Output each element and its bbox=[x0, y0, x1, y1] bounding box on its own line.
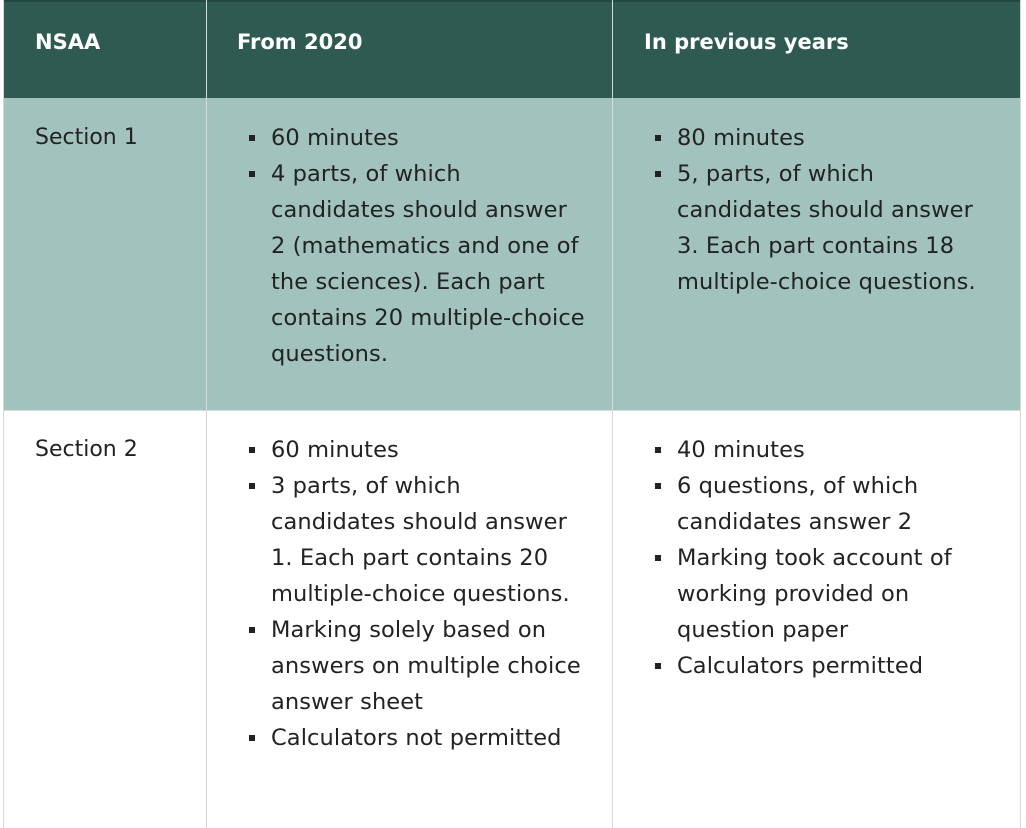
bullet-icon bbox=[249, 447, 255, 453]
list-item: Calculators not permitted bbox=[247, 720, 587, 756]
bullet-icon bbox=[249, 627, 255, 633]
row-label-section-2: Section 2 bbox=[35, 437, 138, 462]
header-cell-from-2020: From 2020 bbox=[237, 30, 363, 54]
list-item: Calculators permitted bbox=[653, 648, 993, 684]
list-section-1-from-2020 bbox=[247, 120, 587, 372]
header-cell-previous-years: In previous years bbox=[644, 30, 849, 54]
bullet-icon bbox=[249, 135, 255, 141]
comparison-table bbox=[3, 0, 1021, 828]
list-section-1-previous bbox=[653, 120, 993, 300]
bullet-icon bbox=[249, 171, 255, 177]
list-item: 80 minutes bbox=[653, 120, 993, 156]
table-row-section-2 bbox=[3, 410, 1021, 828]
list-item: Marking solely based on answers on multiple choice answer sheet bbox=[247, 612, 587, 720]
list-item: 3 parts, of which candidates should answer 1. Each part contains 20 multiple-choice questions. bbox=[247, 468, 587, 612]
bullet-icon bbox=[655, 555, 661, 561]
table-row-section-1 bbox=[3, 98, 1021, 410]
list-item: 60 minutes bbox=[247, 120, 587, 156]
list-item: Marking took account of working provided on question paper bbox=[653, 540, 993, 648]
bullet-icon bbox=[249, 483, 255, 489]
list-item: 5, parts, of which candidates should answer 3. Each part contains 18 multiple-choice questions. bbox=[653, 156, 993, 300]
bullet-icon bbox=[655, 663, 661, 669]
column-divider bbox=[612, 0, 613, 828]
row-label-section-1: Section 1 bbox=[35, 125, 138, 150]
header-cell-nsaa: NSAA bbox=[35, 30, 101, 54]
bullet-icon bbox=[655, 171, 661, 177]
row-divider bbox=[3, 410, 1021, 411]
bullet-icon bbox=[249, 735, 255, 741]
list-item: 4 parts, of which candidates should answer 2 (mathematics and one of the sciences). Each part contains 20 multiple-choice questions. bbox=[247, 156, 587, 372]
list-item: 60 minutes bbox=[247, 432, 587, 468]
list-item: 40 minutes bbox=[653, 432, 993, 468]
table-header-row bbox=[3, 0, 1021, 98]
bullet-icon bbox=[655, 447, 661, 453]
cell-section-1-previous bbox=[613, 98, 1021, 410]
table-border-left bbox=[3, 0, 4, 828]
cell-section-2-from-2020 bbox=[207, 410, 612, 828]
table-border-right bbox=[1020, 0, 1021, 828]
bullet-icon bbox=[655, 135, 661, 141]
cell-section-1-from-2020 bbox=[207, 98, 612, 410]
list-section-2-previous bbox=[653, 432, 993, 684]
column-divider bbox=[206, 0, 207, 828]
list-section-2-from-2020 bbox=[247, 432, 587, 756]
cell-section-2-previous bbox=[613, 410, 1021, 828]
list-item: 6 questions, of which candidates answer 2 bbox=[653, 468, 993, 540]
bullet-icon bbox=[655, 483, 661, 489]
